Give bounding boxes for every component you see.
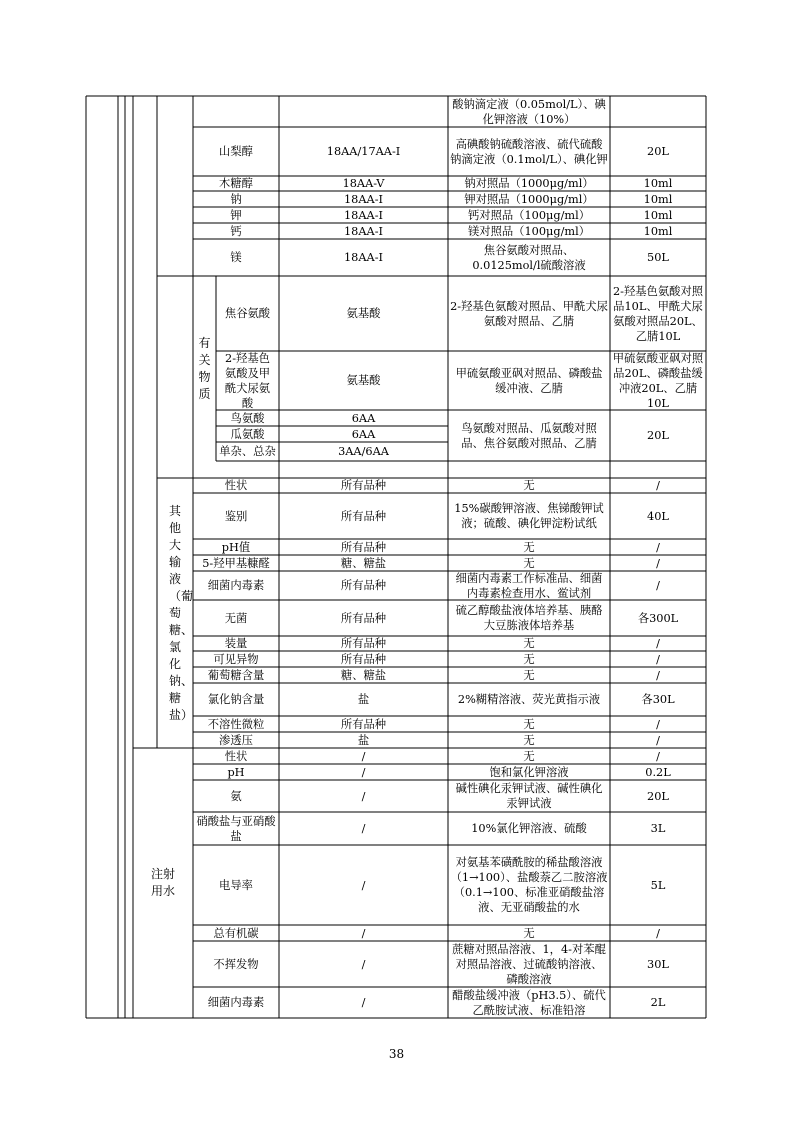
row-item-cell: 2-羟基色氨酸及甲酰犬尿氨酸 xyxy=(224,351,271,410)
row-item-cell: 电导率 xyxy=(219,878,253,892)
row-reagent-cell: 无 xyxy=(523,652,535,666)
row-amount-cell: / xyxy=(656,652,660,666)
row-scope-cell: 18AA-I xyxy=(344,224,383,238)
row-scope-cell: 所有品种 xyxy=(340,652,387,666)
row-item-cell: 鸟氨酸 xyxy=(230,411,265,425)
row-item-cell: 钾 xyxy=(230,208,242,222)
row-scope-cell: 18AA-I xyxy=(344,192,383,206)
row-item-cell: 总有机碳 xyxy=(213,926,259,940)
row-scope-cell: / xyxy=(361,957,366,971)
row-scope-cell: 6AA xyxy=(351,427,376,441)
row-scope-cell: 盐 xyxy=(357,733,370,747)
row-scope-cell: / xyxy=(361,926,366,940)
row-item-cell: 无菌 xyxy=(224,611,248,625)
row-amount-cell: 5L xyxy=(650,878,666,892)
row-reagent-cell: 蔗糖对照品溶液、1，4-对苯醌对照品溶液、过硫酸钠溶液、磷酸溶液 xyxy=(452,942,606,986)
row-reagent-cell: 高碘酸钠硫酸溶液、硫代硫酸钠滴定液（0.1mol/L）、碘化钾 xyxy=(450,137,608,166)
row-reagent-cell: 无 xyxy=(523,749,535,763)
row-scope-cell: 所有品种 xyxy=(340,479,387,492)
row-amount-cell: 2-羟基色氨酸对照品10L、甲酰犬尿氨酸对照品20L、乙腈10L xyxy=(612,284,704,343)
row-amount-cell: / xyxy=(656,556,660,570)
row-item-cell: 钙 xyxy=(230,224,242,238)
row-reagent-cell: 甲硫氨酸亚砜对照品、磷酸盐缓冲液、乙腈 xyxy=(455,366,603,395)
row-item-cell: 渗透压 xyxy=(219,733,253,747)
row-amount-cell: / xyxy=(656,637,660,650)
row-amount-cell: 甲硫氨酸亚砜对照品20L、磷酸盐缓冲液20L、乙腈10L xyxy=(612,351,704,410)
row-amount-cell: / xyxy=(656,717,660,731)
row-scope-cell: 6AA xyxy=(351,411,376,425)
row-amount-cell: / xyxy=(656,749,660,763)
row-amount-cell: 0.2L xyxy=(645,765,671,779)
row-scope-cell: 18AA/17AA-I xyxy=(326,145,401,158)
row-reagent-cell: 饱和氯化钾溶液 xyxy=(489,765,569,779)
row-item-cell: 装量 xyxy=(224,637,248,650)
row-amount-cell xyxy=(610,96,706,127)
row-amount-cell: 2L xyxy=(650,996,666,1009)
row-reagent-cell: 细菌内毒素工作标准品、细菌内毒素检查用水、鲎试剂 xyxy=(455,571,603,600)
row-scope-cell: 18AA-I xyxy=(344,251,383,264)
row-amount-cell: / xyxy=(656,668,660,682)
row-amount-cell: / xyxy=(656,733,660,747)
row-amount-cell: 20L xyxy=(647,145,669,158)
row-item-cell: 山梨醇 xyxy=(219,145,253,158)
row-item-cell: 细菌内毒素 xyxy=(207,579,265,592)
page-number: 38 xyxy=(388,1047,405,1061)
row-amount-cell: 10ml xyxy=(643,177,673,190)
row-reagent-cell: 钾对照品（1000μg/ml） xyxy=(464,192,594,206)
row-item-cell: pH xyxy=(227,765,245,779)
row-reagent-cell: 无 xyxy=(523,717,535,731)
row-item-cell: 不挥发物 xyxy=(213,957,259,971)
row-item-cell: 硝酸盐与亚硝酸盐 xyxy=(196,814,276,843)
group-label: 注射用水 xyxy=(150,867,175,898)
row-amount-cell: 50L xyxy=(647,251,669,264)
row-amount-cell: 10ml xyxy=(643,208,673,222)
row-item-cell: 5-羟甲基糠醛 xyxy=(202,556,270,570)
row-reagent-cell: 2-羟基色氨酸对照品、甲酰犬尿氨酸对照品、乙腈 xyxy=(450,299,608,328)
merged-amount-cell: 20L xyxy=(647,429,669,442)
row-item-cell: 性状 xyxy=(224,749,248,763)
row-scope-cell: / xyxy=(361,878,366,892)
row-scope-cell: 18AA-I xyxy=(344,208,383,222)
row-item-cell: 葡萄糖含量 xyxy=(207,668,265,682)
row-scope-cell: 所有品种 xyxy=(340,611,387,625)
row-reagent-cell: 无 xyxy=(523,637,535,650)
row-reagent-cell: 焦谷氨酸对照品、0.0125mol/l硫酸溶液 xyxy=(472,243,586,272)
row-amount-cell: 10ml xyxy=(643,224,673,238)
row-scope-cell: 糖、糖盐 xyxy=(340,668,387,682)
row-reagent-cell: 酸钠滴定液（0.05mol/L）、碘化钾溶液（10%） xyxy=(452,97,606,126)
merged-reagent-cell: 鸟氨酸对照品、瓜氨酸对照品、焦谷氨酸对照品、乙腈 xyxy=(461,421,597,450)
row-scope-cell: 3AA/6AA xyxy=(338,445,389,458)
row-reagent-cell: 无 xyxy=(523,540,535,554)
row-scope-cell xyxy=(279,96,448,127)
row-scope-cell: 所有品种 xyxy=(340,717,387,731)
row-scope-cell: 所有品种 xyxy=(340,540,387,554)
row-item-cell: 鉴别 xyxy=(224,509,248,523)
row-scope-cell: / xyxy=(361,789,366,803)
row-reagent-cell: 钠对照品（1000μg/ml） xyxy=(464,177,594,190)
group-large-infusion xyxy=(157,478,193,748)
row-reagent-cell: 醋酸盐缓冲液（pH3.5）、硫代乙酰胺试液、标准铅溶 xyxy=(452,988,606,1017)
row-scope-cell: 所有品种 xyxy=(340,509,387,523)
row-item-cell: 氯化钠含量 xyxy=(207,693,265,706)
row-item-cell: 不溶性微粒 xyxy=(207,717,265,731)
row-amount-cell: / xyxy=(656,579,660,592)
row-scope-cell: / xyxy=(361,996,366,1009)
row-item-cell: 瓜氨酸 xyxy=(230,427,265,441)
row-reagent-cell: 碱性碘化汞钾试液、碱性碘化汞钾试液 xyxy=(455,782,603,810)
row-scope-cell: 盐 xyxy=(357,693,370,706)
row-item-cell: pH值 xyxy=(221,540,251,554)
row-amount-cell: / xyxy=(656,540,660,554)
row-item-cell: 氨 xyxy=(230,789,242,803)
row-amount-cell: 3L xyxy=(650,822,666,835)
row-reagent-cell: 15%碳酸钾溶液、焦锑酸钾试液；硫酸、碘化钾淀粉试纸 xyxy=(454,502,604,530)
row-scope-cell: 糖、糖盐 xyxy=(340,556,387,570)
row-amount-cell: / xyxy=(656,926,660,940)
row-scope-cell: / xyxy=(361,822,366,835)
row-reagent-cell: 硫乙醇酸盐液体培养基、胰酪大豆胨液体培养基 xyxy=(455,604,603,632)
row-amount-cell: 20L xyxy=(647,789,669,803)
row-item-cell: 焦谷氨酸 xyxy=(224,307,271,320)
row-item-cell: 镁 xyxy=(230,251,242,264)
row-item-cell: 性状 xyxy=(224,479,248,492)
row-reagent-cell: 无 xyxy=(523,926,535,940)
row-reagent-cell: 钙对照品（100μg/ml） xyxy=(467,208,591,222)
row-item-cell xyxy=(193,96,279,127)
row-scope-cell: / xyxy=(361,749,366,763)
row-scope-cell: 所有品种 xyxy=(340,637,387,650)
row-reagent-cell: 无 xyxy=(523,668,535,682)
row-item-cell: 钠 xyxy=(230,192,242,206)
group-label: 其他大输液（葡萄糖、氯化钠、糖盐） xyxy=(169,503,193,722)
group-related-substances xyxy=(193,276,216,461)
row-amount-cell: 30L xyxy=(647,957,669,971)
group-water-for-injection xyxy=(133,748,193,1018)
group-label: 有关物质 xyxy=(198,335,211,401)
row-reagent-cell: 2%糊精溶液、荧光黄指示液 xyxy=(457,693,601,706)
row-scope-cell: 氨基酸 xyxy=(346,307,381,320)
row-scope-cell: 氨基酸 xyxy=(346,374,381,387)
row-reagent-cell: 镁对照品（100μg/ml） xyxy=(467,224,591,238)
row-reagent-cell: 无 xyxy=(523,479,535,492)
row-reagent-cell: 无 xyxy=(523,733,535,747)
row-item-cell: 木糖醇 xyxy=(219,177,253,190)
row-amount-cell: 10ml xyxy=(643,192,673,206)
row-amount-cell: / xyxy=(656,479,660,492)
row-item-cell: 细菌内毒素 xyxy=(207,996,265,1009)
row-scope-cell: / xyxy=(361,765,366,779)
row-reagent-cell: 10%氯化钾溶液、硫酸 xyxy=(471,822,587,835)
row-scope-cell: 所有品种 xyxy=(340,579,387,592)
row-amount-cell: 各300L xyxy=(637,611,679,625)
row-amount-cell: 各30L xyxy=(641,693,675,706)
row-reagent-cell: 对氨基苯磺酰胺的稀盐酸溶液（1→100）、盐酸萘乙二胺溶液（0.1→100、标准亚硝酸盐溶液、无亚硝酸盐的水 xyxy=(450,856,608,914)
row-amount-cell: 40L xyxy=(647,509,669,523)
row-scope-cell: 18AA-V xyxy=(342,177,385,190)
row-item-cell: 可见异物 xyxy=(213,652,259,666)
row-item-cell: 单杂、总杂 xyxy=(219,445,276,458)
row-reagent-cell: 无 xyxy=(523,556,535,570)
